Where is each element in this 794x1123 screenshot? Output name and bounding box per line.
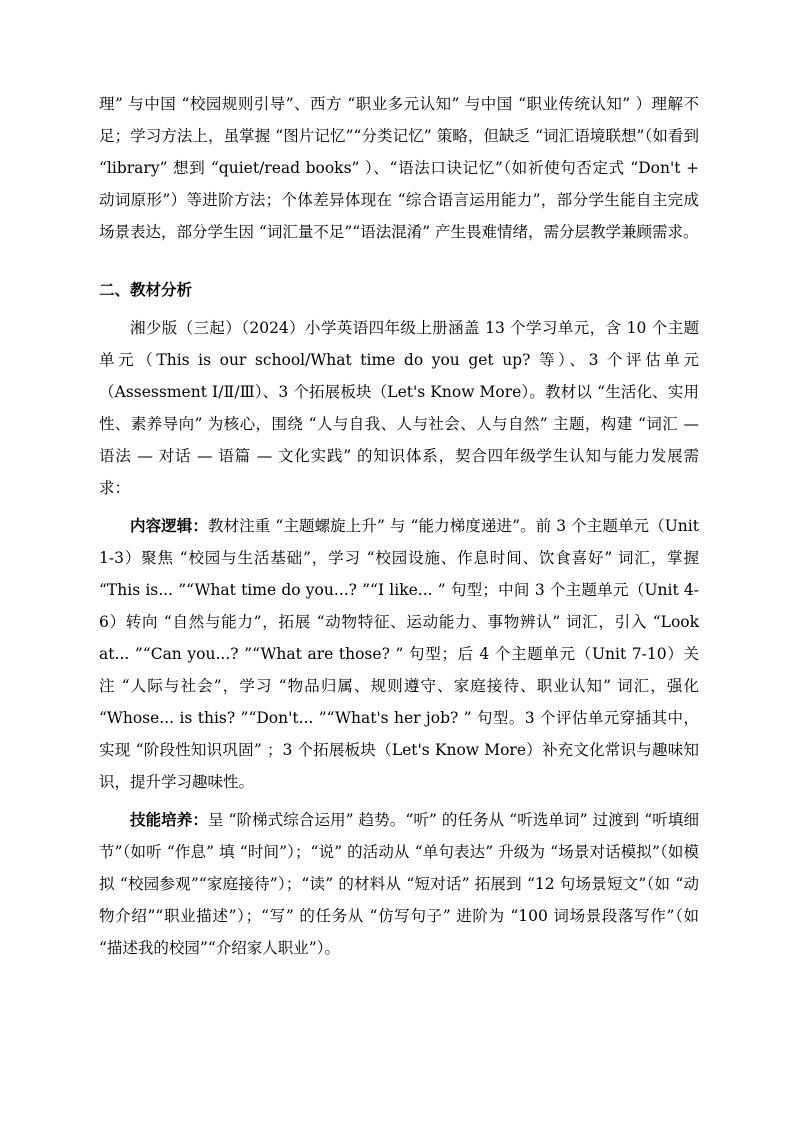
section-heading: 二、教材分析 <box>99 280 193 299</box>
skill-training-text: 呈 “阶梯式综合运用” 趋势。“听” 的任务从 “听选单词” 过渡到 “听填细节”（如听 “作息” 填 “时间”）；“说” 的活动从 “单句表达” 升级为 “场景对话模拟”（如模拟 “校园参观”“家庭接待”）；“读” 的材料从 “短对话” 拓展到 “12 句场景短文”（如 “动物介绍”“职业描述”）；“写” 的任务从 “仿写句子” 进阶为 “100 词场景段落写作”（如 “描述我的校园”“介绍家人职业”）。 <box>99 811 700 957</box>
content-logic-paragraph <box>99 510 699 798</box>
skill-training-label: 技能培养： <box>130 810 208 829</box>
content-logic-text: 教材注重 “主题螺旋上升” 与 “能力梯度递进”。前 3 个主题单元（Unit 1-3）聚焦 “校园与生活基础”，学习 “校园设施、作息时间、饮食喜好” 词汇，掌握 “This is... ”“What time do you...? ”“I like... ” 句型；中间 3 个主题单元（Unit 4-6）转向 “自然与能力”，拓展 “动物特征、运动能力、事物辨认” 词汇，引入 “Look at... ”“Can you...? ”“What are those? ” 句型；后 4 个主题单元（Unit 7-10）关注 “人际与社会”，学习 “物品归属、规则遵守、家庭接待、职业认知” 词汇，强化 “Whose... is this? ”“Don't... ”“What's her job? ” 句型。3 个评估单元穿插其中，实现 “阶段性知识巩固” ；3 个拓展板块（Let's Know More）补充文化常识与趣味知识，提升学习趣味性。 <box>99 517 699 791</box>
page-content <box>99 88 699 964</box>
intro-paragraph: 理” 与中国 “校园规则引导”、西方 “职业多元认知” 与中国 “职业传统认知” ）理解不足；学习方法上，虽掌握 “图片记忆”“分类记忆” 策略，但缺乏 “词汇语境联想”（如看到 “library” 想到 “quiet/read books” ）、“语法口诀记忆”（如祈使句否定式 “Don't + 动词原形”）等进阶方法；个体差异体现在 “综合语言运用能力”，部分学生能自主完成场景表达，部分学生因 “词汇量不足”“语法混淆” 产生畏难情绪，需分层教学兼顾需求。 <box>99 95 699 241</box>
skill-training-paragraph <box>99 804 699 964</box>
content-logic-label: 内容逻辑： <box>130 516 208 535</box>
overview-paragraph: 湘少版（三起）（2024）小学英语四年级上册涵盖 13 个学习单元，含 10 个主题单元（This is our school/What time do you get up? 等）、3 个评估单元（Assessment Ⅰ/Ⅱ/Ⅲ）、3 个拓展板块（Let's Know More）。教材以 “生活化、实用性、素养导向” 为核心，围绕 “人与自我、人与社会、人与自然” 主题，构建 “词汇 — 语法 — 对话 — 语篇 — 文化实践” 的知识体系，契合四年级学生认知与能力发展需求： <box>99 319 699 497</box>
